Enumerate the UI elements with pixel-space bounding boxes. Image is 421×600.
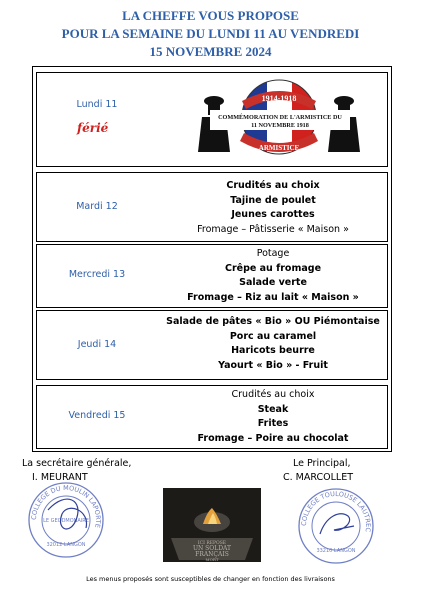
left-stamp-ring-text: COLLEGE DU MOULIN LAPORTE (29, 483, 103, 529)
menu-item: Tajine de poulet (230, 194, 316, 206)
menu-items (157, 247, 389, 305)
years-text: 1914-1918 (261, 94, 297, 103)
menu-item: Haricots beurre (231, 345, 315, 356)
right-stamp-bottom-text: 33210 LANGON (316, 548, 356, 554)
armistice-image (192, 77, 367, 162)
day-box-friday (36, 385, 388, 449)
menu-item: Fromage – Riz au lait « Maison » (187, 291, 359, 303)
left-stamp-bottom-text: 32012 LANGON (46, 542, 86, 548)
menu-items (157, 315, 389, 373)
left-stamp (26, 480, 106, 560)
armistice-ribbon-text: ARMISTICE (258, 144, 300, 152)
menu-item: Yaourt « Bio » - Fruit (218, 359, 328, 371)
day-label: Vendredi 15 (68, 410, 126, 421)
commemoration-line-1: COMMÉMORATION DE L'ARMISTICE DU (218, 114, 342, 121)
menu-item: Frites (257, 418, 289, 429)
secretary-title: La secrétaire générale, (22, 458, 132, 469)
title-line-1: LA CHEFFE VOUS PROPOSE (122, 8, 299, 23)
svg-text:COLLEGE TOULOUSE LAUTREC (300, 490, 372, 533)
tomb-photo (163, 488, 261, 562)
right-stamp (296, 486, 376, 566)
secretary-signature (48, 499, 86, 529)
secretary-name: I. MEURANT (32, 472, 88, 483)
right-stamp-ring-text: COLLEGE TOULOUSE LAUTREC (299, 489, 373, 533)
photo-text-2: UN SOLDAT (192, 545, 232, 552)
principal-signature (320, 514, 354, 534)
left-stamp-center-text: LE GEODMONAIRE (43, 518, 89, 524)
title-line-2: POUR LA SEMAINE DU LUNDI 11 AU VENDREDI (61, 26, 360, 41)
menu-item: Fromage – Pâtisserie « Maison » (197, 223, 349, 235)
day-box-wednesday (36, 244, 388, 308)
day-label: Mercredi 13 (68, 269, 126, 280)
principal-title: Le Principal, (293, 458, 351, 469)
day-label: Jeudi 14 (77, 339, 117, 350)
footer-note: Les menus proposés sont susceptibles de changer en fonction des livraisons (86, 575, 335, 583)
day-label: Mardi 12 (76, 201, 118, 212)
menu-items (157, 179, 389, 237)
menu-item: Potage (256, 248, 290, 259)
menu-item: Crudités au choix (231, 389, 315, 400)
day-label: Lundi 11 (76, 99, 118, 110)
menu-item: Crêpe au fromage (224, 262, 322, 274)
photo-text-1: ICI REPOSE (197, 541, 227, 546)
day-box-monday (36, 72, 388, 167)
title-line-3: 15 NOVEMBRE 2024 (149, 44, 272, 59)
menu-items (157, 388, 389, 446)
menu-item: Jeunes carottes (231, 209, 315, 220)
menu-item: Salade de pâtes « Bio » OU Piémontaise (166, 316, 380, 327)
menu-item: Crudités au choix (226, 180, 320, 191)
photo-text-3: FRANÇAIS (195, 551, 229, 558)
principal-name: C. MARCOLLET (283, 472, 353, 483)
menu-item: Fromage – Poire au chocolat (197, 432, 349, 444)
commemoration-line-2: 11 NOVEMBRE 1918 (251, 122, 309, 129)
menu-item: Steak (257, 403, 289, 415)
menu-item: Porc au caramel (229, 330, 317, 342)
day-box-tuesday (36, 172, 388, 242)
photo-text-4: MORT (205, 557, 219, 562)
day-box-thursday (36, 310, 388, 380)
menu-item: Salade verte (239, 277, 307, 288)
holiday-note: férié (77, 121, 109, 135)
